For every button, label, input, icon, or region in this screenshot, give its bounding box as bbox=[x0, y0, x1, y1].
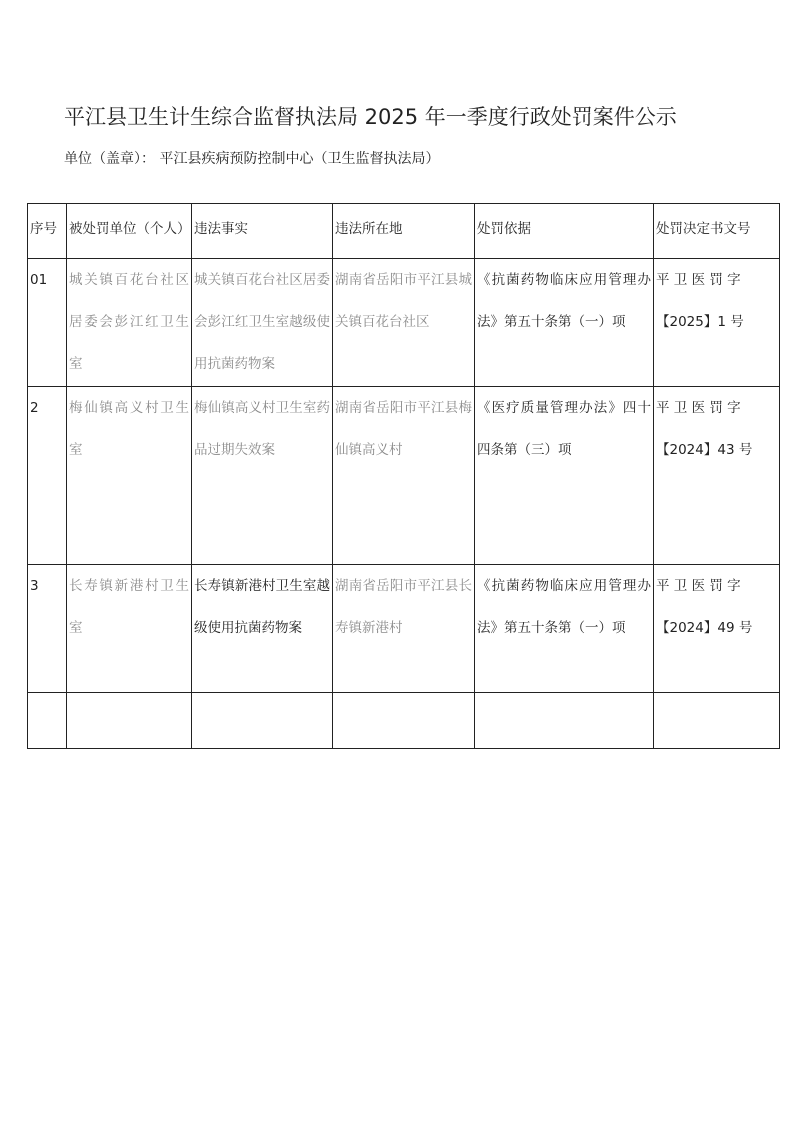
cell-party: 城关镇百花台社区居委会彭江红卫生室 bbox=[67, 259, 192, 387]
cell-empty bbox=[67, 693, 192, 749]
cell-doc-no bbox=[654, 259, 780, 387]
cell-empty bbox=[654, 693, 780, 749]
header-party: 被处罚单位（个人） bbox=[67, 204, 192, 259]
unit-line: 单位（盖章）： 平江县疾病预防控制中心（卫生监督执法局） bbox=[64, 151, 440, 167]
cell-doc-no bbox=[654, 565, 780, 693]
page-title: 平江县卫生计生综合监督执法局 2025 年一季度行政处罚案件公示 bbox=[64, 105, 677, 129]
cell-empty bbox=[192, 693, 333, 749]
header-fact: 违法事实 bbox=[192, 204, 333, 259]
table-row bbox=[28, 565, 780, 693]
header-doc-no: 处罚决定书文号 bbox=[654, 204, 780, 259]
cell-location: 湖南省岳阳市平江县梅仙镇高义村 bbox=[333, 387, 475, 565]
header-basis: 处罚依据 bbox=[475, 204, 654, 259]
cell-empty bbox=[28, 693, 67, 749]
doc-no-line1: 平 卫 医 罚 字 bbox=[656, 272, 741, 288]
cell-seq: 2 bbox=[28, 387, 67, 565]
cell-seq: 3 bbox=[28, 565, 67, 693]
cell-doc-no bbox=[654, 387, 780, 565]
cell-basis: 《抗菌药物临床应用管理办法》第五十条第（一）项 bbox=[475, 259, 654, 387]
cell-basis: 《抗菌药物临床应用管理办法》第五十条第（一）项 bbox=[475, 565, 654, 693]
header-seq: 序号 bbox=[28, 204, 67, 259]
penalty-table bbox=[27, 203, 780, 749]
table-row bbox=[28, 387, 780, 565]
doc-no-line2: 【2024】49 号 bbox=[656, 620, 753, 636]
doc-no-line2: 【2024】43 号 bbox=[656, 442, 753, 458]
doc-no-line1: 平 卫 医 罚 字 bbox=[656, 578, 741, 594]
cell-location: 湖南省岳阳市平江县城关镇百花台社区 bbox=[333, 259, 475, 387]
table-header-row bbox=[28, 204, 780, 259]
table-row-empty bbox=[28, 693, 780, 749]
cell-empty bbox=[333, 693, 475, 749]
doc-no-line1: 平 卫 医 罚 字 bbox=[656, 400, 741, 416]
cell-party: 长寿镇新港村卫生室 bbox=[67, 565, 192, 693]
cell-empty bbox=[475, 693, 654, 749]
cell-party: 梅仙镇高义村卫生室 bbox=[67, 387, 192, 565]
table-row bbox=[28, 259, 780, 387]
cell-seq: 01 bbox=[28, 259, 67, 387]
cell-fact: 长寿镇新港村卫生室越级使用抗菌药物案 bbox=[192, 565, 333, 693]
cell-fact: 城关镇百花台社区居委会彭江红卫生室越级使用抗菌药物案 bbox=[192, 259, 333, 387]
cell-location: 湖南省岳阳市平江县长寿镇新港村 bbox=[333, 565, 475, 693]
cell-basis: 《医疗质量管理办法》四十四条第（三）项 bbox=[475, 387, 654, 565]
header-location: 违法所在地 bbox=[333, 204, 475, 259]
doc-no-line2: 【2025】1 号 bbox=[656, 314, 744, 330]
cell-fact: 梅仙镇高义村卫生室药品过期失效案 bbox=[192, 387, 333, 565]
